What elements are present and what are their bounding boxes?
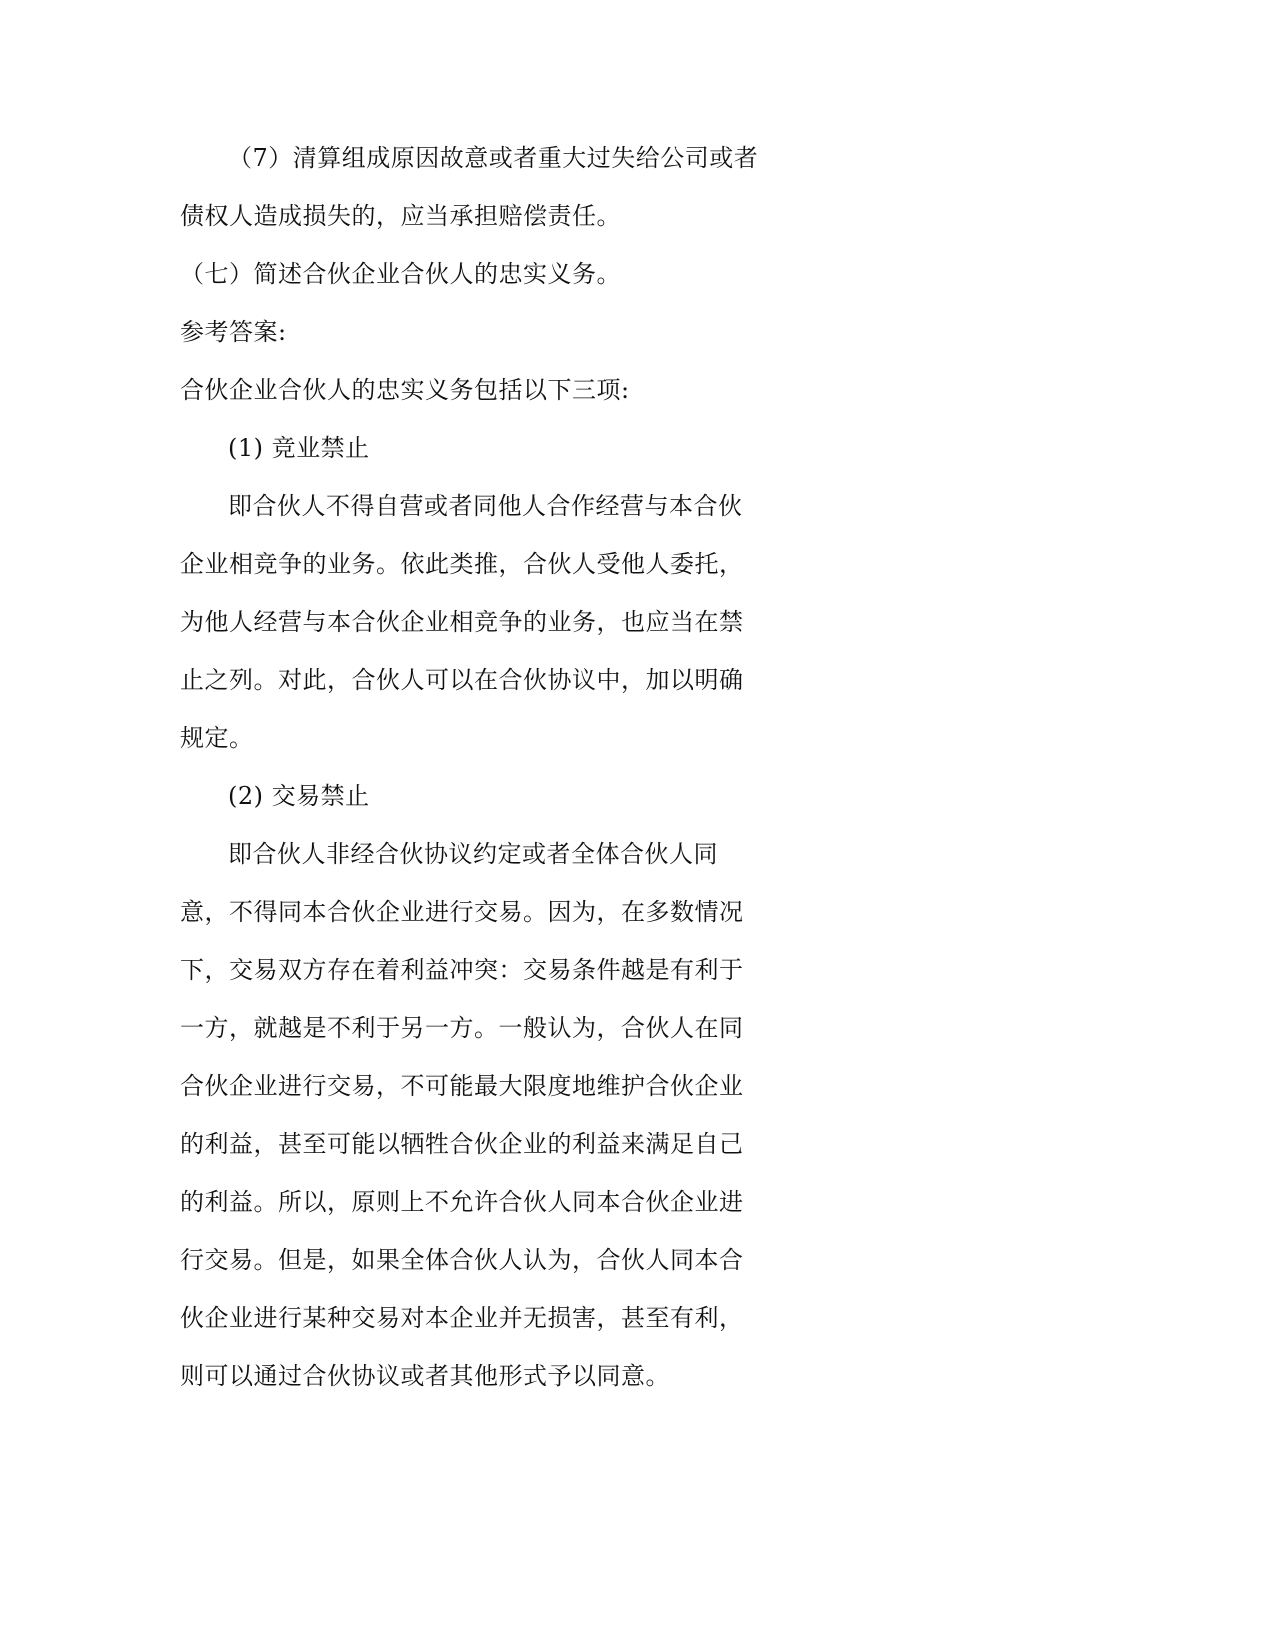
paragraph-line: 的利益，甚至可能以牺牲合伙企业的利益来满足自己	[180, 1130, 744, 1158]
paragraph-line: 即合伙人非经合伙协议约定或者全体合伙人同	[228, 840, 718, 868]
paragraph-line: 即合伙人不得自营或者同他人合作经营与本合伙	[228, 492, 743, 520]
paragraph-line: （7）清算组成原因故意或者重大过失给公司或者	[228, 144, 759, 172]
subheading-competition: (1) 竞业禁止	[228, 434, 370, 462]
paragraph-line: 合伙企业进行交易，不可能最大限度地维护合伙企业	[180, 1072, 744, 1100]
paragraph-line: 意，不得同本合伙企业进行交易。因为，在多数情况	[180, 898, 744, 926]
paragraph-line: 规定。	[180, 724, 254, 752]
paragraph-line: 为他人经营与本合伙企业相竞争的业务，也应当在禁	[180, 608, 744, 636]
paragraph-line: 合伙企业合伙人的忠实义务包括以下三项:	[180, 376, 630, 404]
answer-label: 参考答案:	[180, 318, 287, 346]
paragraph-line: 企业相竞争的业务。依此类推，合伙人受他人委托，	[180, 550, 744, 578]
paragraph-line: 伙企业进行某种交易对本企业并无损害，甚至有利，	[180, 1304, 744, 1332]
question-heading: （七）简述合伙企业合伙人的忠实义务。	[180, 260, 621, 288]
subheading-transaction: (2) 交易禁止	[228, 782, 370, 810]
paragraph-line: 一方，就越是不利于另一方。一般认为，合伙人在同	[180, 1014, 744, 1042]
paragraph-line: 债权人造成损失的，应当承担赔偿责任。	[180, 202, 621, 230]
paragraph-line: 下，交易双方存在着利益冲突：交易条件越是有利于	[180, 956, 744, 984]
paragraph-line: 的利益。所以，原则上不允许合伙人同本合伙企业进	[180, 1188, 744, 1216]
paragraph-line: 则可以通过合伙协议或者其他形式予以同意。	[180, 1362, 670, 1390]
paragraph-line: 止之列。对此，合伙人可以在合伙协议中，加以明确	[180, 666, 744, 694]
paragraph-line: 行交易。但是，如果全体合伙人认为，合伙人同本合	[180, 1246, 744, 1274]
